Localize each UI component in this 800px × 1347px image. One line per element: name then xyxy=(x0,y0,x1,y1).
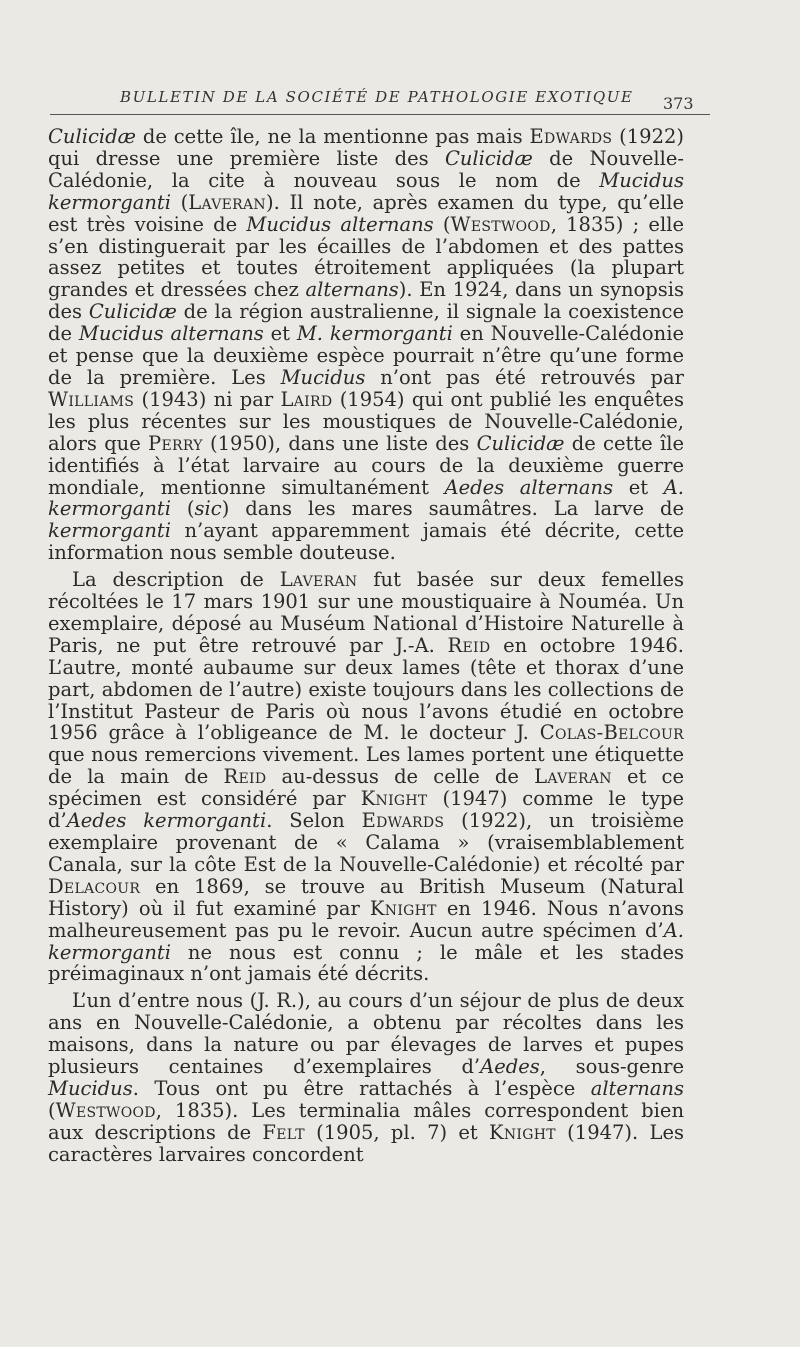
italic-term: Culicidæ xyxy=(48,125,136,148)
text-run: (1950), dans une liste des xyxy=(202,431,477,455)
author-name: Felt xyxy=(262,1120,305,1144)
text-run: (1905, pl. 7) et xyxy=(304,1120,490,1144)
text-run: ( xyxy=(170,497,195,521)
author-name: Edwards xyxy=(529,125,613,148)
text-run: en 1869, se trouve au British Museum (Natural History) où il fut examiné par xyxy=(48,874,684,920)
text-run: ( xyxy=(48,1098,56,1122)
italic-term: alternans xyxy=(590,1076,684,1100)
italic-term: Aedes kermorganti xyxy=(66,809,267,833)
paragraph-p2 xyxy=(48,569,684,985)
author-name: Knight xyxy=(360,787,428,811)
text-run: . Selon xyxy=(266,809,362,833)
text-run: n’ayant apparemment jamais été décrite, cette information nous semble douteuse. xyxy=(48,519,684,565)
text-run: de Nouvelle-Calédonie, la cite à nouveau sous le nom de xyxy=(48,146,684,192)
author-name: Laird xyxy=(280,387,333,411)
text-run: , 1835). Les terminalia mâles correspondent bien aux descriptions de xyxy=(48,1098,684,1144)
journal-title: BULLETIN DE LA SOCIÉTÉ DE PATHOLOGIE EXOTIQUE xyxy=(120,88,634,106)
author-name: Westwood xyxy=(55,1098,156,1122)
text-run: en 1946. Nous n’avons malheureusement pas pu le revoir. Aucun autre spécimen d’ xyxy=(48,896,685,942)
text-run: et xyxy=(613,475,664,499)
text-run: fut basée sur deux femelles récoltées le 17 mars 1901 sur une moustiquaire à Nouméa. Un exemplaire, déposé au Muséum National d’Histoire Naturelle à Paris, ne put être retrouvé par J.-A. xyxy=(48,568,685,657)
author-name: Laveran xyxy=(534,765,612,789)
text-run: (1922) qui dresse une première liste des xyxy=(48,125,684,170)
text-run: ( xyxy=(170,190,189,214)
author-name: Knight xyxy=(369,896,437,920)
italic-term: Mucidus xyxy=(280,365,366,389)
italic-term: Mucidus alternans xyxy=(246,212,434,236)
text-run: (1947). Les caractères larvaires concordent xyxy=(48,1120,685,1166)
text-run: , sous-genre xyxy=(539,1055,684,1079)
author-name: Laveran xyxy=(188,190,266,214)
text-run: de la région australienne, il signale la coexistence de xyxy=(48,300,684,346)
author-name: Delacour xyxy=(48,874,141,898)
italic-term: Aedes xyxy=(480,1055,540,1079)
text-run: au-dessus de celle de xyxy=(266,765,535,789)
author-name: Reid xyxy=(223,765,267,789)
author-name: Laveran xyxy=(279,568,358,592)
paragraph-p1 xyxy=(48,126,684,564)
running-head xyxy=(50,80,710,115)
italic-term: Aedes alternans xyxy=(444,475,614,499)
italic-term: M. kermorganti xyxy=(296,322,453,346)
author-name: Westwood xyxy=(450,212,551,236)
text-run: de cette île, ne la mentionne pas mais xyxy=(135,125,530,148)
text-run: (1947) comme le type d’ xyxy=(48,787,684,833)
text-run: de cette île identifiés à l’état larvaire au cours de la deuxième guerre mondiale, mentionne simultanément xyxy=(48,431,684,499)
italic-term: A. kermorganti xyxy=(48,475,684,521)
text-run: ) dans les mares saumâtres. La larve de xyxy=(221,497,684,521)
author-name: Perry xyxy=(148,431,203,455)
author-name: Knight xyxy=(489,1120,556,1144)
italic-term: alternans xyxy=(305,278,399,302)
article-body xyxy=(48,126,684,1166)
author-name: Williams xyxy=(48,387,135,411)
italic-term: Culicidæ xyxy=(444,146,533,170)
text-run: que nous remercions vivement. Les lames portent une étiquette de la main de xyxy=(48,743,684,789)
text-run: n’ont pas été retrouvés par xyxy=(365,365,684,389)
text-run: (1943) ni par xyxy=(134,387,281,411)
text-run: ). En 1924, dans un synopsis des xyxy=(48,278,684,324)
italic-term: A. kermorganti xyxy=(48,918,684,964)
text-run: ne nous est connu ; le mâle et les stades préimaginaux n’ont jamais été décrits. xyxy=(48,940,684,986)
italic-term: Mucidus xyxy=(48,1076,133,1100)
text-run: en Nouvelle-Calédonie et pense que la deuxième espèce pourrait n’être qu’une forme de la première. Les xyxy=(48,322,684,389)
text-run: , 1835) ; elle s’en distinguerait par les écailles de l’abdomen et des pattes assez petites et toutes étroitement appliquées (la plupart grandes et dressées chez xyxy=(48,212,684,302)
text-run: . Tous ont pu être rattachés à l’espèce xyxy=(132,1076,591,1100)
italic-term: Culicidæ xyxy=(88,300,177,324)
italic-term: sic xyxy=(194,497,222,521)
text-run: ( xyxy=(433,212,451,236)
text-run: (1922), un troisième exemplaire provenant de « Calama » (vraisemblablement Canala, sur la côte Est de la Nouvelle-Calédonie) et récolté par xyxy=(48,809,684,876)
page-number: 373 xyxy=(663,94,694,113)
author-name: Edwards xyxy=(361,809,445,833)
text-run: La description de xyxy=(72,568,280,592)
text-run: ). Il note, après examen du type, qu’elle est très voisine de xyxy=(48,190,684,236)
author-name: Reid xyxy=(447,633,491,657)
text-run: et xyxy=(263,322,297,346)
author-name: Colas-Belcour xyxy=(539,721,684,745)
text-run: et ce spécimen est considéré par xyxy=(48,765,684,811)
italic-term: Culicidæ xyxy=(476,431,565,455)
paragraph-p3 xyxy=(48,990,684,1165)
text-run: (1954) qui ont publié les enquêtes les plus récentes sur les moustiques de Nouvelle-Calédonie, alors que xyxy=(48,387,684,455)
italic-term: kermorganti xyxy=(48,519,171,543)
italic-term: Mucidus alternans xyxy=(78,322,264,346)
text-run: L’un d’entre nous (J. R.), au cours d’un séjour de plus de deux ans en Nouvelle-Calédonie, a obtenu par récoltes dans les maisons, dans la nature ou par élevages de larves et pupes plusieurs centaines d’exemplaires d’ xyxy=(48,989,684,1079)
text-run: en octobre 1946. L’autre, monté aubaume sur deux lames (tête et thorax d’une part, abdomen de l’autre) existe toujours dans les collections de l’Institut Pasteur de Paris où nous l’avons étudié en octobre 1956 grâce à l’obligeance de M. le docteur J. xyxy=(48,633,684,745)
italic-term: Mucidus kermorganti xyxy=(48,168,684,214)
